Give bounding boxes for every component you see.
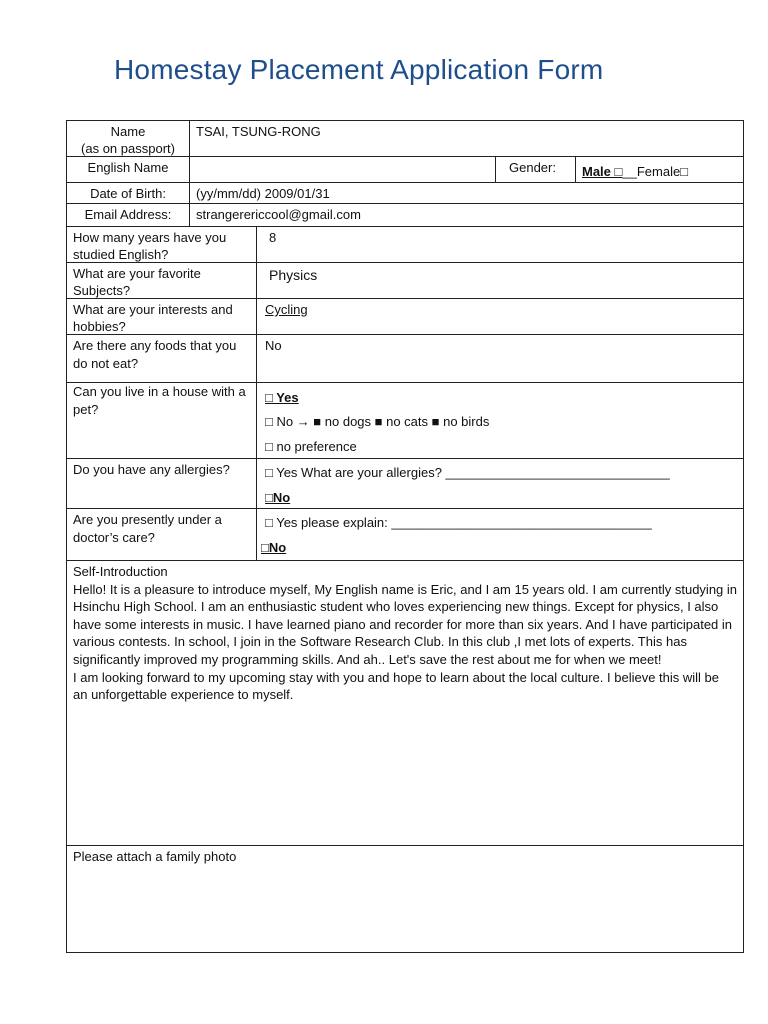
family-photo-section[interactable] xyxy=(67,846,743,952)
favorite-subjects-label: What are your favorite Subjects? xyxy=(67,263,257,298)
years-english-row xyxy=(67,227,743,263)
gender-female-option[interactable]: __Female□ xyxy=(622,164,689,179)
self-introduction-paragraph-2: I am looking forward to my upcoming stay with you and hope to learn about the local culture. I believe this will be an unforgettable experience to myself. xyxy=(73,669,720,703)
pet-row xyxy=(67,383,743,459)
name-label: Name (as on passport) xyxy=(67,121,190,156)
self-introduction-section xyxy=(67,561,743,846)
interests-value[interactable]: Cycling xyxy=(265,302,308,317)
email-row xyxy=(67,204,743,227)
allergies-yes-option[interactable]: □ Yes What are your allergies? _______________________________ xyxy=(265,465,670,480)
name-value[interactable]: TSAI, TSUNG-RONG xyxy=(196,124,321,139)
pet-no-option[interactable]: □ No → ■ no dogs ■ no cats ■ no birds xyxy=(265,414,490,429)
self-introduction-label: Self-Introduction xyxy=(73,564,168,579)
allergies-no-option[interactable]: □No xyxy=(265,490,291,505)
years-english-label: How many years have you studied English? xyxy=(67,227,257,262)
foods-row xyxy=(67,335,743,383)
doctor-no-option[interactable]: □No xyxy=(261,540,287,555)
allergies-row xyxy=(67,459,743,509)
application-form xyxy=(66,120,744,953)
form-title: Homestay Placement Application Form xyxy=(114,54,604,85)
allergies-options xyxy=(257,459,743,508)
doctor-row xyxy=(67,509,743,561)
email-value[interactable]: strangerericcool@gmail.com xyxy=(196,207,361,222)
years-english-value[interactable]: 8 xyxy=(269,230,277,245)
pet-no-preference-option[interactable]: □ no preference xyxy=(265,439,357,454)
pet-label: Can you live in a house with a pet? xyxy=(67,383,257,458)
pet-yes-option[interactable]: □ Yes xyxy=(265,390,299,405)
doctor-options xyxy=(257,509,743,560)
dob-value[interactable]: (yy/mm/dd) 2009/01/31 xyxy=(196,186,330,201)
allergies-label: Do you have any allergies? xyxy=(67,459,257,508)
interests-row xyxy=(67,299,743,335)
favorite-subjects-row xyxy=(67,263,743,299)
interests-label: What are your interests and hobbies? xyxy=(67,299,257,334)
gender-male-option[interactable]: Male □ xyxy=(582,164,623,179)
foods-label: Are there any foods that you do not eat? xyxy=(67,335,257,382)
email-label: Email Address: xyxy=(67,204,190,226)
pet-options xyxy=(257,383,743,458)
doctor-yes-option[interactable]: □ Yes please explain: ____________________________________ xyxy=(265,515,652,530)
self-introduction-paragraph-1: Hello! It is a pleasure to introduce myself, My English name is Eric, and I am 15 years old. I am currently studying in Hsinchu High School. I am an enthusiastic student who loves experiencing new things. Except for physics, I also have some interests in music. I have learned piano and recorder for more than six years. And I have participated in various contests. In school, I join in the Software Research Club. In this club ,I met lots of experts. This has significantly improved my programming skills. And ah.. Let's save the rest about me for when we meet! xyxy=(73,581,738,667)
dob-row xyxy=(67,183,743,204)
doctor-label: Are you presently under a doctor’s care? xyxy=(67,509,257,560)
name-row xyxy=(67,121,743,157)
favorite-subjects-value[interactable]: Physics xyxy=(269,267,318,283)
english-name-row xyxy=(67,157,743,183)
english-name-value[interactable] xyxy=(190,157,496,182)
gender-label: Gender: xyxy=(496,157,576,182)
self-introduction-text[interactable] xyxy=(67,561,743,706)
english-name-label: English Name xyxy=(67,157,190,182)
foods-value[interactable]: No xyxy=(265,338,282,353)
gender-options xyxy=(576,157,743,182)
family-photo-label: Please attach a family photo xyxy=(73,849,237,864)
dob-label: Date of Birth: xyxy=(67,183,190,203)
